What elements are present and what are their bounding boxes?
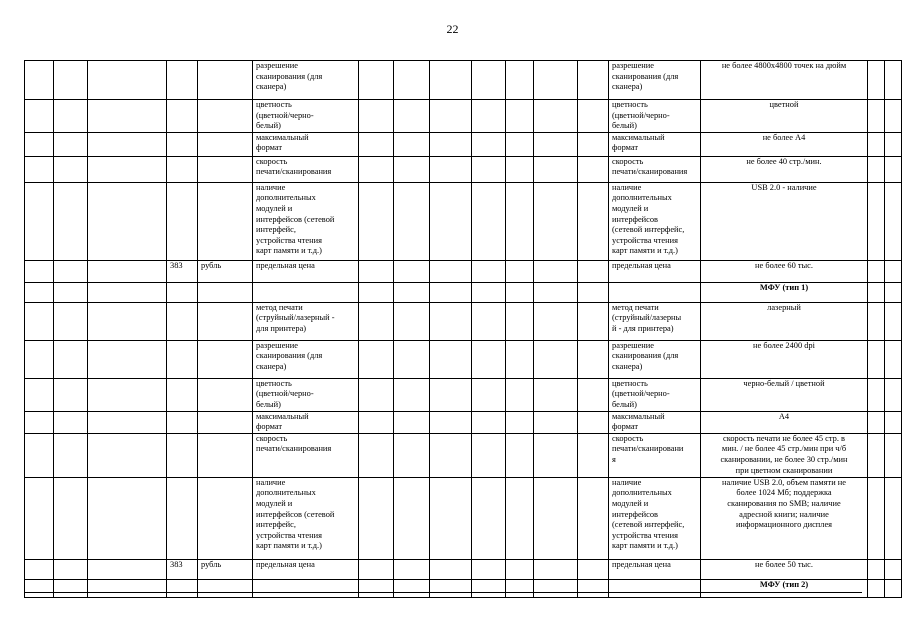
characteristic-value: лазерный (701, 302, 868, 340)
empty-cell (885, 260, 902, 282)
characteristic-name-approved (609, 282, 701, 302)
empty-cell (25, 340, 54, 378)
empty-cell (885, 100, 902, 133)
empty-cell (359, 282, 394, 302)
table-row (25, 61, 902, 100)
empty-cell (54, 378, 88, 411)
empty-cell (54, 477, 88, 559)
empty-cell (359, 477, 394, 559)
empty-cell (25, 182, 54, 260)
empty-cell (394, 302, 430, 340)
empty-cell (430, 61, 472, 100)
empty-cell (868, 61, 885, 100)
empty-cell (25, 433, 54, 477)
empty-cell (359, 61, 394, 100)
characteristic-name-approved: скорость печати/сканировани я (609, 433, 701, 477)
empty-cell (359, 260, 394, 282)
unit-cell (198, 477, 253, 559)
empty-cell (25, 156, 54, 182)
empty-cell (472, 156, 506, 182)
empty-cell (359, 433, 394, 477)
empty-cell (506, 477, 534, 559)
empty-cell (885, 378, 902, 411)
characteristic-name: скорость печати/сканирования (253, 433, 359, 477)
characteristic-name-approved: наличие дополнительных модулей и интерфейсов (сетевой интерфейс, устройства чтения карт памяти и т.д.) (609, 477, 701, 559)
empty-cell (472, 340, 506, 378)
row-number (167, 182, 198, 260)
empty-cell (88, 260, 167, 282)
empty-cell (506, 559, 534, 579)
characteristic-value: не более 60 тыс. (701, 260, 868, 282)
empty-cell (88, 282, 167, 302)
empty-cell (88, 340, 167, 378)
empty-cell (506, 282, 534, 302)
empty-cell (578, 302, 609, 340)
empty-cell (54, 260, 88, 282)
characteristic-name: разрешение сканирования (для сканера) (253, 61, 359, 100)
empty-cell (54, 411, 88, 433)
empty-cell (394, 411, 430, 433)
characteristic-name: наличие дополнительных модулей и интерфейсов (сетевой интерфейс, устройства чтения карт памяти и т.д.) (253, 182, 359, 260)
row-number (167, 433, 198, 477)
empty-cell (430, 182, 472, 260)
empty-cell (868, 411, 885, 433)
characteristic-name: цветность (цветной/черно- белый) (253, 378, 359, 411)
empty-cell (472, 100, 506, 133)
empty-cell (54, 302, 88, 340)
row-number: 383 (167, 559, 198, 579)
empty-cell (506, 156, 534, 182)
empty-cell (578, 260, 609, 282)
table-frame-bottom (24, 592, 862, 593)
empty-cell (868, 579, 885, 597)
empty-cell (88, 433, 167, 477)
empty-cell (54, 282, 88, 302)
characteristic-value: не более 40 стр./мин. (701, 156, 868, 182)
empty-cell (430, 411, 472, 433)
empty-cell (472, 182, 506, 260)
unit-cell: рубль (198, 559, 253, 579)
empty-cell (25, 559, 54, 579)
characteristic-name: предельная цена (253, 559, 359, 579)
characteristic-name: скорость печати/сканирования (253, 156, 359, 182)
empty-cell (885, 132, 902, 156)
empty-cell (25, 61, 54, 100)
empty-cell (868, 302, 885, 340)
empty-cell (578, 477, 609, 559)
empty-cell (472, 433, 506, 477)
empty-cell (578, 411, 609, 433)
empty-cell (54, 132, 88, 156)
characteristic-name (253, 579, 359, 597)
row-number (167, 156, 198, 182)
table-frame-left (24, 60, 25, 592)
characteristic-value: А4 (701, 411, 868, 433)
characteristic-value: наличие USB 2.0, объем памяти не более 1024 Мб; поддержка сканирования по SMB; наличие адресной книги; наличие информационного дисплея (701, 477, 868, 559)
empty-cell (578, 61, 609, 100)
empty-cell (868, 559, 885, 579)
empty-cell (868, 340, 885, 378)
empty-cell (394, 61, 430, 100)
unit-cell (198, 61, 253, 100)
empty-cell (868, 100, 885, 133)
empty-cell (54, 559, 88, 579)
empty-cell (54, 100, 88, 133)
empty-cell (88, 132, 167, 156)
unit-cell (198, 433, 253, 477)
empty-cell (394, 182, 430, 260)
table-row (25, 579, 902, 597)
characteristic-value: цветной (701, 100, 868, 133)
empty-cell (534, 61, 578, 100)
characteristic-value: МФУ (тип 2) (701, 579, 868, 597)
empty-cell (578, 282, 609, 302)
empty-cell (578, 156, 609, 182)
empty-cell (54, 156, 88, 182)
row-number (167, 411, 198, 433)
characteristic-name: метод печати (струйный/лазерный - для принтера) (253, 302, 359, 340)
empty-cell (534, 132, 578, 156)
empty-cell (885, 579, 902, 597)
empty-cell (885, 282, 902, 302)
empty-cell (359, 579, 394, 597)
empty-cell (578, 433, 609, 477)
unit-cell (198, 340, 253, 378)
empty-cell (885, 156, 902, 182)
characteristic-name-approved: цветность (цветной/черно- белый) (609, 378, 701, 411)
empty-cell (54, 61, 88, 100)
row-number (167, 378, 198, 411)
empty-cell (534, 182, 578, 260)
empty-cell (472, 61, 506, 100)
empty-cell (430, 559, 472, 579)
empty-cell (534, 156, 578, 182)
empty-cell (868, 433, 885, 477)
empty-cell (359, 411, 394, 433)
empty-cell (394, 156, 430, 182)
empty-cell (394, 433, 430, 477)
characteristic-name-approved: максимальный формат (609, 132, 701, 156)
empty-cell (472, 260, 506, 282)
empty-cell (54, 182, 88, 260)
table-row (25, 260, 902, 282)
empty-cell (25, 260, 54, 282)
characteristic-name-approved: разрешение сканирования (для сканера) (609, 61, 701, 100)
table-row (25, 340, 902, 378)
empty-cell (88, 378, 167, 411)
characteristic-value: не более 4800x4800 точек на дюйм (701, 61, 868, 100)
empty-cell (578, 132, 609, 156)
characteristic-name: разрешение сканирования (для сканера) (253, 340, 359, 378)
table-row (25, 477, 902, 559)
characteristic-name-approved: предельная цена (609, 260, 701, 282)
empty-cell (578, 378, 609, 411)
characteristic-value: не более 50 тыс. (701, 559, 868, 579)
empty-cell (430, 302, 472, 340)
empty-cell (88, 182, 167, 260)
empty-cell (506, 579, 534, 597)
empty-cell (359, 156, 394, 182)
empty-cell (472, 282, 506, 302)
characteristic-value: МФУ (тип 1) (701, 282, 868, 302)
empty-cell (430, 260, 472, 282)
empty-cell (394, 260, 430, 282)
row-number (167, 132, 198, 156)
empty-cell (472, 579, 506, 597)
empty-cell (472, 411, 506, 433)
unit-cell: рубль (198, 260, 253, 282)
characteristic-name: предельная цена (253, 260, 359, 282)
empty-cell (472, 378, 506, 411)
empty-cell (885, 182, 902, 260)
empty-cell (359, 100, 394, 133)
empty-cell (394, 100, 430, 133)
empty-cell (359, 302, 394, 340)
empty-cell (430, 433, 472, 477)
empty-cell (534, 477, 578, 559)
unit-cell (198, 100, 253, 133)
empty-cell (506, 340, 534, 378)
empty-cell (506, 100, 534, 133)
table-row (25, 302, 902, 340)
table-body (25, 61, 902, 598)
characteristic-value: не более 2400 dpi (701, 340, 868, 378)
row-number (167, 302, 198, 340)
unit-cell (198, 378, 253, 411)
empty-cell (472, 477, 506, 559)
characteristic-name-approved: предельная цена (609, 559, 701, 579)
empty-cell (394, 579, 430, 597)
empty-cell (25, 282, 54, 302)
empty-cell (25, 100, 54, 133)
empty-cell (394, 559, 430, 579)
empty-cell (394, 477, 430, 559)
empty-cell (868, 132, 885, 156)
empty-cell (885, 340, 902, 378)
characteristic-name-approved: наличие дополнительных модулей и интерфейсов (сетевой интерфейс, устройства чтения карт памяти и т.д.) (609, 182, 701, 260)
empty-cell (88, 411, 167, 433)
characteristic-name-approved: цветность (цветной/черно- белый) (609, 100, 701, 133)
empty-cell (394, 340, 430, 378)
empty-cell (885, 61, 902, 100)
empty-cell (868, 477, 885, 559)
empty-cell (578, 559, 609, 579)
characteristic-name-approved: скорость печати/сканирования (609, 156, 701, 182)
empty-cell (88, 156, 167, 182)
empty-cell (534, 559, 578, 579)
empty-cell (506, 182, 534, 260)
unit-cell (198, 411, 253, 433)
empty-cell (506, 260, 534, 282)
empty-cell (506, 433, 534, 477)
empty-cell (885, 477, 902, 559)
characteristic-name (253, 282, 359, 302)
empty-cell (25, 302, 54, 340)
empty-cell (868, 282, 885, 302)
empty-cell (88, 559, 167, 579)
empty-cell (394, 282, 430, 302)
unit-cell (198, 302, 253, 340)
empty-cell (534, 579, 578, 597)
empty-cell (506, 411, 534, 433)
unit-cell (198, 132, 253, 156)
empty-cell (534, 411, 578, 433)
empty-cell (359, 132, 394, 156)
empty-cell (472, 132, 506, 156)
empty-cell (506, 132, 534, 156)
empty-cell (506, 302, 534, 340)
row-number (167, 61, 198, 100)
empty-cell (25, 378, 54, 411)
empty-cell (578, 579, 609, 597)
empty-cell (885, 302, 902, 340)
table-row (25, 156, 902, 182)
empty-cell (506, 378, 534, 411)
row-number: 383 (167, 260, 198, 282)
table-row (25, 378, 902, 411)
empty-cell (578, 100, 609, 133)
unit-cell (198, 182, 253, 260)
characteristic-name: наличие дополнительных модулей и интерфейсов (сетевой интерфейс, устройства чтения карт памяти и т.д.) (253, 477, 359, 559)
empty-cell (430, 132, 472, 156)
empty-cell (534, 260, 578, 282)
characteristic-name-approved: максимальный формат (609, 411, 701, 433)
empty-cell (88, 100, 167, 133)
empty-cell (25, 132, 54, 156)
specs-table (24, 60, 902, 598)
empty-cell (359, 182, 394, 260)
row-number (167, 100, 198, 133)
table-row (25, 132, 902, 156)
empty-cell (472, 559, 506, 579)
empty-cell (430, 477, 472, 559)
empty-cell (430, 100, 472, 133)
characteristic-name-approved (609, 579, 701, 597)
empty-cell (25, 579, 54, 597)
unit-cell (198, 156, 253, 182)
row-number (167, 282, 198, 302)
table-row (25, 282, 902, 302)
empty-cell (359, 378, 394, 411)
empty-cell (868, 378, 885, 411)
empty-cell (54, 340, 88, 378)
characteristic-value: скорость печати не более 45 стр. в мин. / не более 45 стр./мин при ч/б сканировании, не более 30 стр./мин при цветном сканировании (701, 433, 868, 477)
empty-cell (534, 433, 578, 477)
empty-cell (88, 61, 167, 100)
empty-cell (885, 433, 902, 477)
empty-cell (506, 61, 534, 100)
unit-cell (198, 282, 253, 302)
row-number (167, 579, 198, 597)
empty-cell (534, 340, 578, 378)
empty-cell (868, 260, 885, 282)
empty-cell (359, 559, 394, 579)
empty-cell (25, 411, 54, 433)
empty-cell (534, 100, 578, 133)
row-number (167, 340, 198, 378)
empty-cell (868, 182, 885, 260)
empty-cell (88, 579, 167, 597)
empty-cell (54, 433, 88, 477)
characteristic-value: USB 2.0 - наличие (701, 182, 868, 260)
table-row (25, 559, 902, 579)
table-row (25, 411, 902, 433)
empty-cell (430, 340, 472, 378)
empty-cell (534, 302, 578, 340)
empty-cell (430, 579, 472, 597)
characteristic-name: максимальный формат (253, 411, 359, 433)
row-number (167, 477, 198, 559)
empty-cell (578, 340, 609, 378)
characteristic-value: не более А4 (701, 132, 868, 156)
empty-cell (25, 477, 54, 559)
empty-cell (534, 378, 578, 411)
empty-cell (578, 182, 609, 260)
characteristic-name-approved: метод печати (струйный/лазерны й - для принтера) (609, 302, 701, 340)
empty-cell (868, 156, 885, 182)
empty-cell (88, 477, 167, 559)
empty-cell (430, 378, 472, 411)
empty-cell (394, 132, 430, 156)
empty-cell (885, 559, 902, 579)
empty-cell (359, 340, 394, 378)
characteristic-value: черно-белый / цветной (701, 378, 868, 411)
table-row (25, 100, 902, 133)
empty-cell (885, 411, 902, 433)
empty-cell (534, 282, 578, 302)
empty-cell (472, 302, 506, 340)
characteristic-name: максимальный формат (253, 132, 359, 156)
empty-cell (88, 302, 167, 340)
empty-cell (54, 579, 88, 597)
unit-cell (198, 579, 253, 597)
page-number: 22 (446, 22, 459, 36)
empty-cell (430, 282, 472, 302)
characteristic-name-approved: разрешение сканирования (для сканера) (609, 340, 701, 378)
table-row (25, 433, 902, 477)
empty-cell (394, 378, 430, 411)
empty-cell (430, 156, 472, 182)
characteristic-name: цветность (цветной/черно- белый) (253, 100, 359, 133)
table-row (25, 182, 902, 260)
